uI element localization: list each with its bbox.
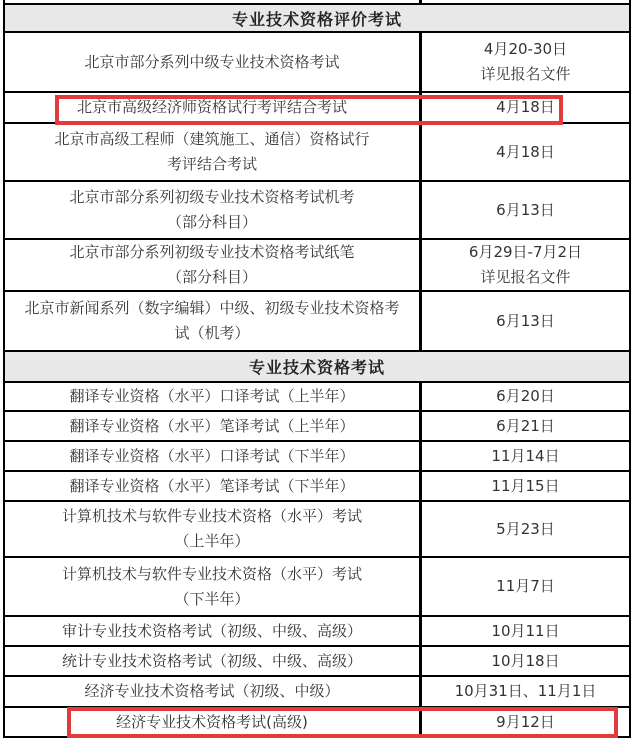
exam-name-line: 统计专业技术资格考试（初级、中级、高级）	[61, 651, 362, 670]
exam-name-line: 翻译专业资格（水平）口译考试（上半年）	[69, 387, 355, 405]
exam-name-line: 试（机考）	[174, 324, 250, 342]
table-row	[5, 558, 629, 617]
table-row	[5, 292, 629, 352]
exam-date-cell	[422, 412, 629, 440]
exam-name-line: 经济专业技术资格考试(高级)	[116, 712, 308, 731]
exam-name-line: （下半年）	[174, 589, 250, 608]
exam-date-cell	[422, 502, 629, 556]
exam-name-cell	[5, 617, 422, 645]
exam-name-cell	[5, 677, 422, 706]
exam-name-line: 审计专业技术资格考试（初级、中级、高级）	[61, 621, 362, 640]
table-row	[5, 677, 629, 708]
exam-date-line: 4月18日	[496, 142, 555, 161]
exam-date-cell	[422, 677, 629, 706]
exam-date-cell	[422, 33, 629, 91]
exam-date-line: 10月31日、11月1日	[454, 682, 597, 700]
exam-name-line: 北京市部分系列初级专业技术资格考试纸笔	[69, 243, 355, 261]
exam-name-line: 翻译专业资格（水平）笔译考试（下半年）	[69, 476, 355, 495]
exam-date-cell	[422, 93, 629, 122]
table-row	[5, 617, 629, 647]
exam-name-line: 考评结合考试	[166, 155, 257, 173]
exam-name-cell	[5, 182, 422, 238]
table-row	[5, 472, 629, 502]
exam-date-cell	[422, 383, 629, 410]
exam-name-line: 翻译专业资格（水平）口译考试（下半年）	[69, 446, 355, 465]
exam-date-line: 详见报名文件	[480, 268, 571, 286]
exam-date-cell	[422, 558, 629, 615]
exam-name-line: 计算机技术与软件专业技术资格（水平）考试	[61, 507, 362, 525]
exam-name-line: 北京市高级经济师资格试行考评结合考试	[76, 98, 347, 116]
exam-name-line: 北京市部分系列中级专业技术资格考试	[84, 52, 340, 71]
exam-name-line: 北京市新闻系列（数字编辑）中级、初级专业技术资格考	[24, 299, 400, 317]
table-row	[5, 33, 629, 93]
exam-date-line: 4月18日	[496, 98, 555, 116]
exam-date-cell	[422, 472, 629, 500]
table-row	[5, 442, 629, 472]
exam-date-line: 9月12日	[496, 712, 555, 731]
table-row	[5, 182, 629, 240]
exam-date-line: 6月29日-7月2日	[468, 243, 583, 261]
exam-date-cell	[422, 124, 629, 180]
exam-date-cell	[422, 240, 629, 290]
table-row	[5, 502, 629, 558]
exam-name-cell	[5, 472, 422, 500]
exam-name-cell	[5, 292, 422, 350]
exam-name-cell	[5, 33, 422, 91]
exam-name-line: 计算机技术与软件专业技术资格（水平）考试	[61, 564, 362, 583]
exam-date-cell	[422, 182, 629, 238]
exam-name-line: （部分科目）	[166, 268, 257, 286]
exam-name-cell	[5, 647, 422, 675]
section-header: 专业技术资格考试	[5, 352, 629, 383]
exam-date-line: 6月21日	[496, 416, 555, 435]
exam-name-line: （上半年）	[174, 532, 250, 550]
exam-name-cell	[5, 124, 422, 180]
exam-name-cell	[5, 240, 422, 290]
exam-date-line: 5月23日	[496, 519, 555, 538]
exam-name-cell	[5, 93, 422, 122]
table-row	[5, 240, 629, 292]
exam-date-line: 6月20日	[496, 387, 555, 405]
exam-date-line: 10月18日	[491, 651, 560, 670]
exam-name-cell	[5, 0, 422, 3]
table-row	[5, 708, 629, 738]
exam-date-cell	[422, 617, 629, 645]
exam-date-cell	[422, 292, 629, 350]
exam-name-cell	[5, 558, 422, 615]
exam-name-cell	[5, 412, 422, 440]
table-row	[5, 93, 629, 124]
table-row	[5, 647, 629, 677]
exam-name-cell	[5, 442, 422, 470]
exam-date-cell	[422, 442, 629, 470]
exam-schedule-table	[3, 0, 631, 738]
exam-date-line: 6月13日	[496, 200, 555, 219]
exam-name-line: 北京市部分系列初级专业技术资格考试机考	[69, 188, 355, 206]
exam-name-cell	[5, 383, 422, 410]
exam-date-cell	[422, 0, 629, 3]
exam-name-line: （部分科目）	[166, 213, 257, 231]
table-row	[5, 412, 629, 442]
exam-date-line: 11月7日	[496, 577, 555, 595]
exam-name-cell	[5, 502, 422, 556]
exam-date-line: 详见报名文件	[480, 65, 571, 83]
exam-name-line: 经济专业技术资格考试（初级、中级）	[84, 682, 340, 700]
exam-date-line: 10月11日	[491, 621, 560, 640]
exam-name-line: 翻译专业资格（水平）笔译考试（上半年）	[69, 416, 355, 435]
exam-date-cell	[422, 647, 629, 675]
exam-date-line: 11月15日	[491, 476, 560, 495]
exam-date-line: 11月14日	[491, 446, 560, 465]
exam-name-cell	[5, 708, 422, 736]
exam-date-line: 6月13日	[496, 311, 555, 330]
exam-date-line: 4月20-30日	[483, 40, 568, 58]
exam-name-line: 北京市高级工程师（建筑施工、通信）资格试行	[54, 130, 370, 148]
exam-date-cell	[422, 708, 629, 736]
table-row	[5, 383, 629, 412]
section-header: 专业技术资格评价考试	[5, 5, 629, 33]
table-row	[5, 124, 629, 182]
